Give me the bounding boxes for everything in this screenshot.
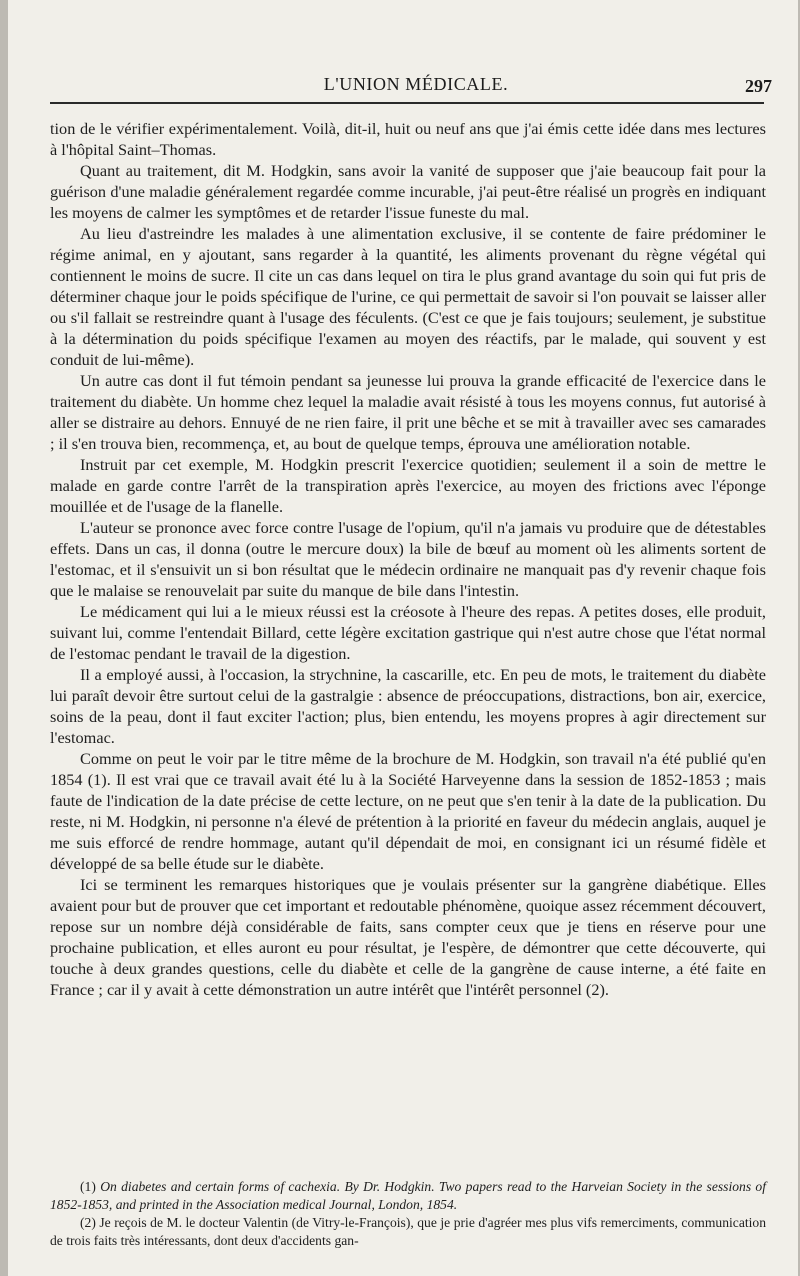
paragraph: Un autre cas dont il fut témoin pendant sa jeunesse lui prouva la grande efficacité de l'exercice dans le traitement du diabète. Un homme chez lequel la maladie avait résisté à tous les moyens connus, fut autorisé à aller se distraire au dehors. Ennuyé de ne rien faire, il prit une bêche et se mit à travailler avec ses camarades ; il s'en trouva bien, recommença, et, au bout de quelque temps, éprouva une amélioration notable. [50, 371, 766, 453]
paragraph: Comme on peut le voir par le titre même de la brochure de M. Hodgkin, son travail n'a été publié qu'en 1854 (1). Il est vrai que ce travail avait été lu à la Société Harveyenne dans la session de 1852-1853 ; mais faute de l'indication de la date précise de cette lecture, on ne peut que s'en tenir à la date de la publication. Du reste, ni M. Hodgkin, ni personne n'a élevé de prétention à la priorité en faveur du médecin anglais, auquel je me suis efforcé de rendre hommage, autant qu'il dépendait de moi, en consignant ici un résumé fidèle et développé de sa belle étude sur le diabète. [50, 749, 766, 873]
header-rule [50, 102, 764, 104]
page-number: 297 [745, 76, 772, 96]
paragraph: Quant au traitement, dit M. Hodgkin, sans avoir la vanité de supposer que j'aie beaucoup fait pour la guérison d'une maladie généralement regardée comme incurable, j'ai peut-être réalisé un progrès en indiquant les moyens de calmer les symptômes et de retarder l'issue funeste du mal. [50, 161, 766, 222]
footnote-2: (2) Je reçois de M. le docteur Valentin (de Vitry-le-François), que je prie d'agréer mes plus vifs remerciments, communication de trois faits très intéressants, dont deux d'accidents gan- [50, 1215, 766, 1248]
article-body [50, 118, 766, 1000]
footnote-1 [50, 1178, 766, 1214]
running-title: L'UNION MÉDICALE. [323, 74, 509, 94]
footnote-1-text: On diabetes and certain forms of cachexia. By Dr. Hodgkin. Two papers read to the Harveian Society in the sessions of 1852-1853, and printed in the Association medical Journal, London, 1854. [50, 1179, 766, 1212]
paragraph: L'auteur se prononce avec force contre l'usage de l'opium, qu'il n'a jamais vu produire que de détestables effets. Dans un cas, il donna (outre le mercure doux) la bile de bœuf au moment où les aliments sortent de l'estomac, et il s'ensuivit un si bon résultat que le médecin ordinaire ne manquait pas d'y revenir chaque fois que le malaise se renouvelait par suite du manque de bile dans l'intestin. [50, 518, 766, 600]
footnotes [50, 1178, 766, 1250]
page-header [60, 74, 772, 100]
paragraph: Le médicament qui lui a le mieux réussi est la créosote à l'heure des repas. A petites doses, elle produit, suivant lui, comme l'entendait Billard, cette légère excitation gastrique qui n'est autre chose que l'état normal de l'estomac pendant le travail de la digestion. [50, 602, 766, 663]
paragraph: Au lieu d'astreindre les malades à une alimentation exclusive, il se contente de faire prédominer le régime animal, en y ajoutant, sans regarder à la quantité, les aliments provenant du règne végétal qui contiennent le moins de sucre. Il cite un cas dans lequel on tira le plus grand avantage du soin qui fut pris de déterminer chaque jour le poids spécifique de l'urine, ce qui permettait de savoir si l'on pouvait se laisser aller ou s'il fallait se restreindre quant à l'usage des féculents. (C'est ce que je fais toujours; seulement, je substitue à la détermination du poids spécifique l'examen au moyen des réactifs, par le malade, qui souvent y est conduit de lui-même). [50, 224, 766, 369]
paragraph: Ici se terminent les remarques historiques que je voulais présenter sur la gangrène diabétique. Elles avaient pour but de prouver que cet important et redoutable phénomène, quoique assez récemment découvert, repose sur un nombre déjà considérable de faits, sans compter ceux que je tiens en réserve pour une prochaine publication, et elles auront eu pour résultat, je l'espère, de démontrer que cette découverte, qui touche à deux grandes questions, celle du diabète et celle de la gangrène de cause interne, a été faite en France ; car il y avait à cette démonstration un autre intérêt que l'intérêt personnel (2). [50, 875, 766, 999]
paragraph: tion de le vérifier expérimentalement. Voilà, dit-il, huit ou neuf ans que j'ai émis cette idée dans mes lectures à l'hôpital Saint–Thomas. [50, 119, 766, 159]
footnote-marker: (1) [80, 1179, 96, 1194]
paragraph: Il a employé aussi, à l'occasion, la strychnine, la cascarille, etc. En peu de mots, le traitement du diabète lui paraît devoir être surtout celui de la gastralgie : absence de préoccupations, distractions, bon air, exercice, soins de la peau, dont il faut exciter l'action; plus, bien entendu, les moyens propres à agir directement sur l'estomac. [50, 665, 766, 747]
paragraph: Instruit par cet exemple, M. Hodgkin prescrit l'exercice quotidien; seulement il a soin de mettre le malade en garde contre l'arrêt de la transpiration après l'exercice, au moyen des frictions avec l'éponge mouillée et de l'usage de la flanelle. [50, 455, 766, 516]
